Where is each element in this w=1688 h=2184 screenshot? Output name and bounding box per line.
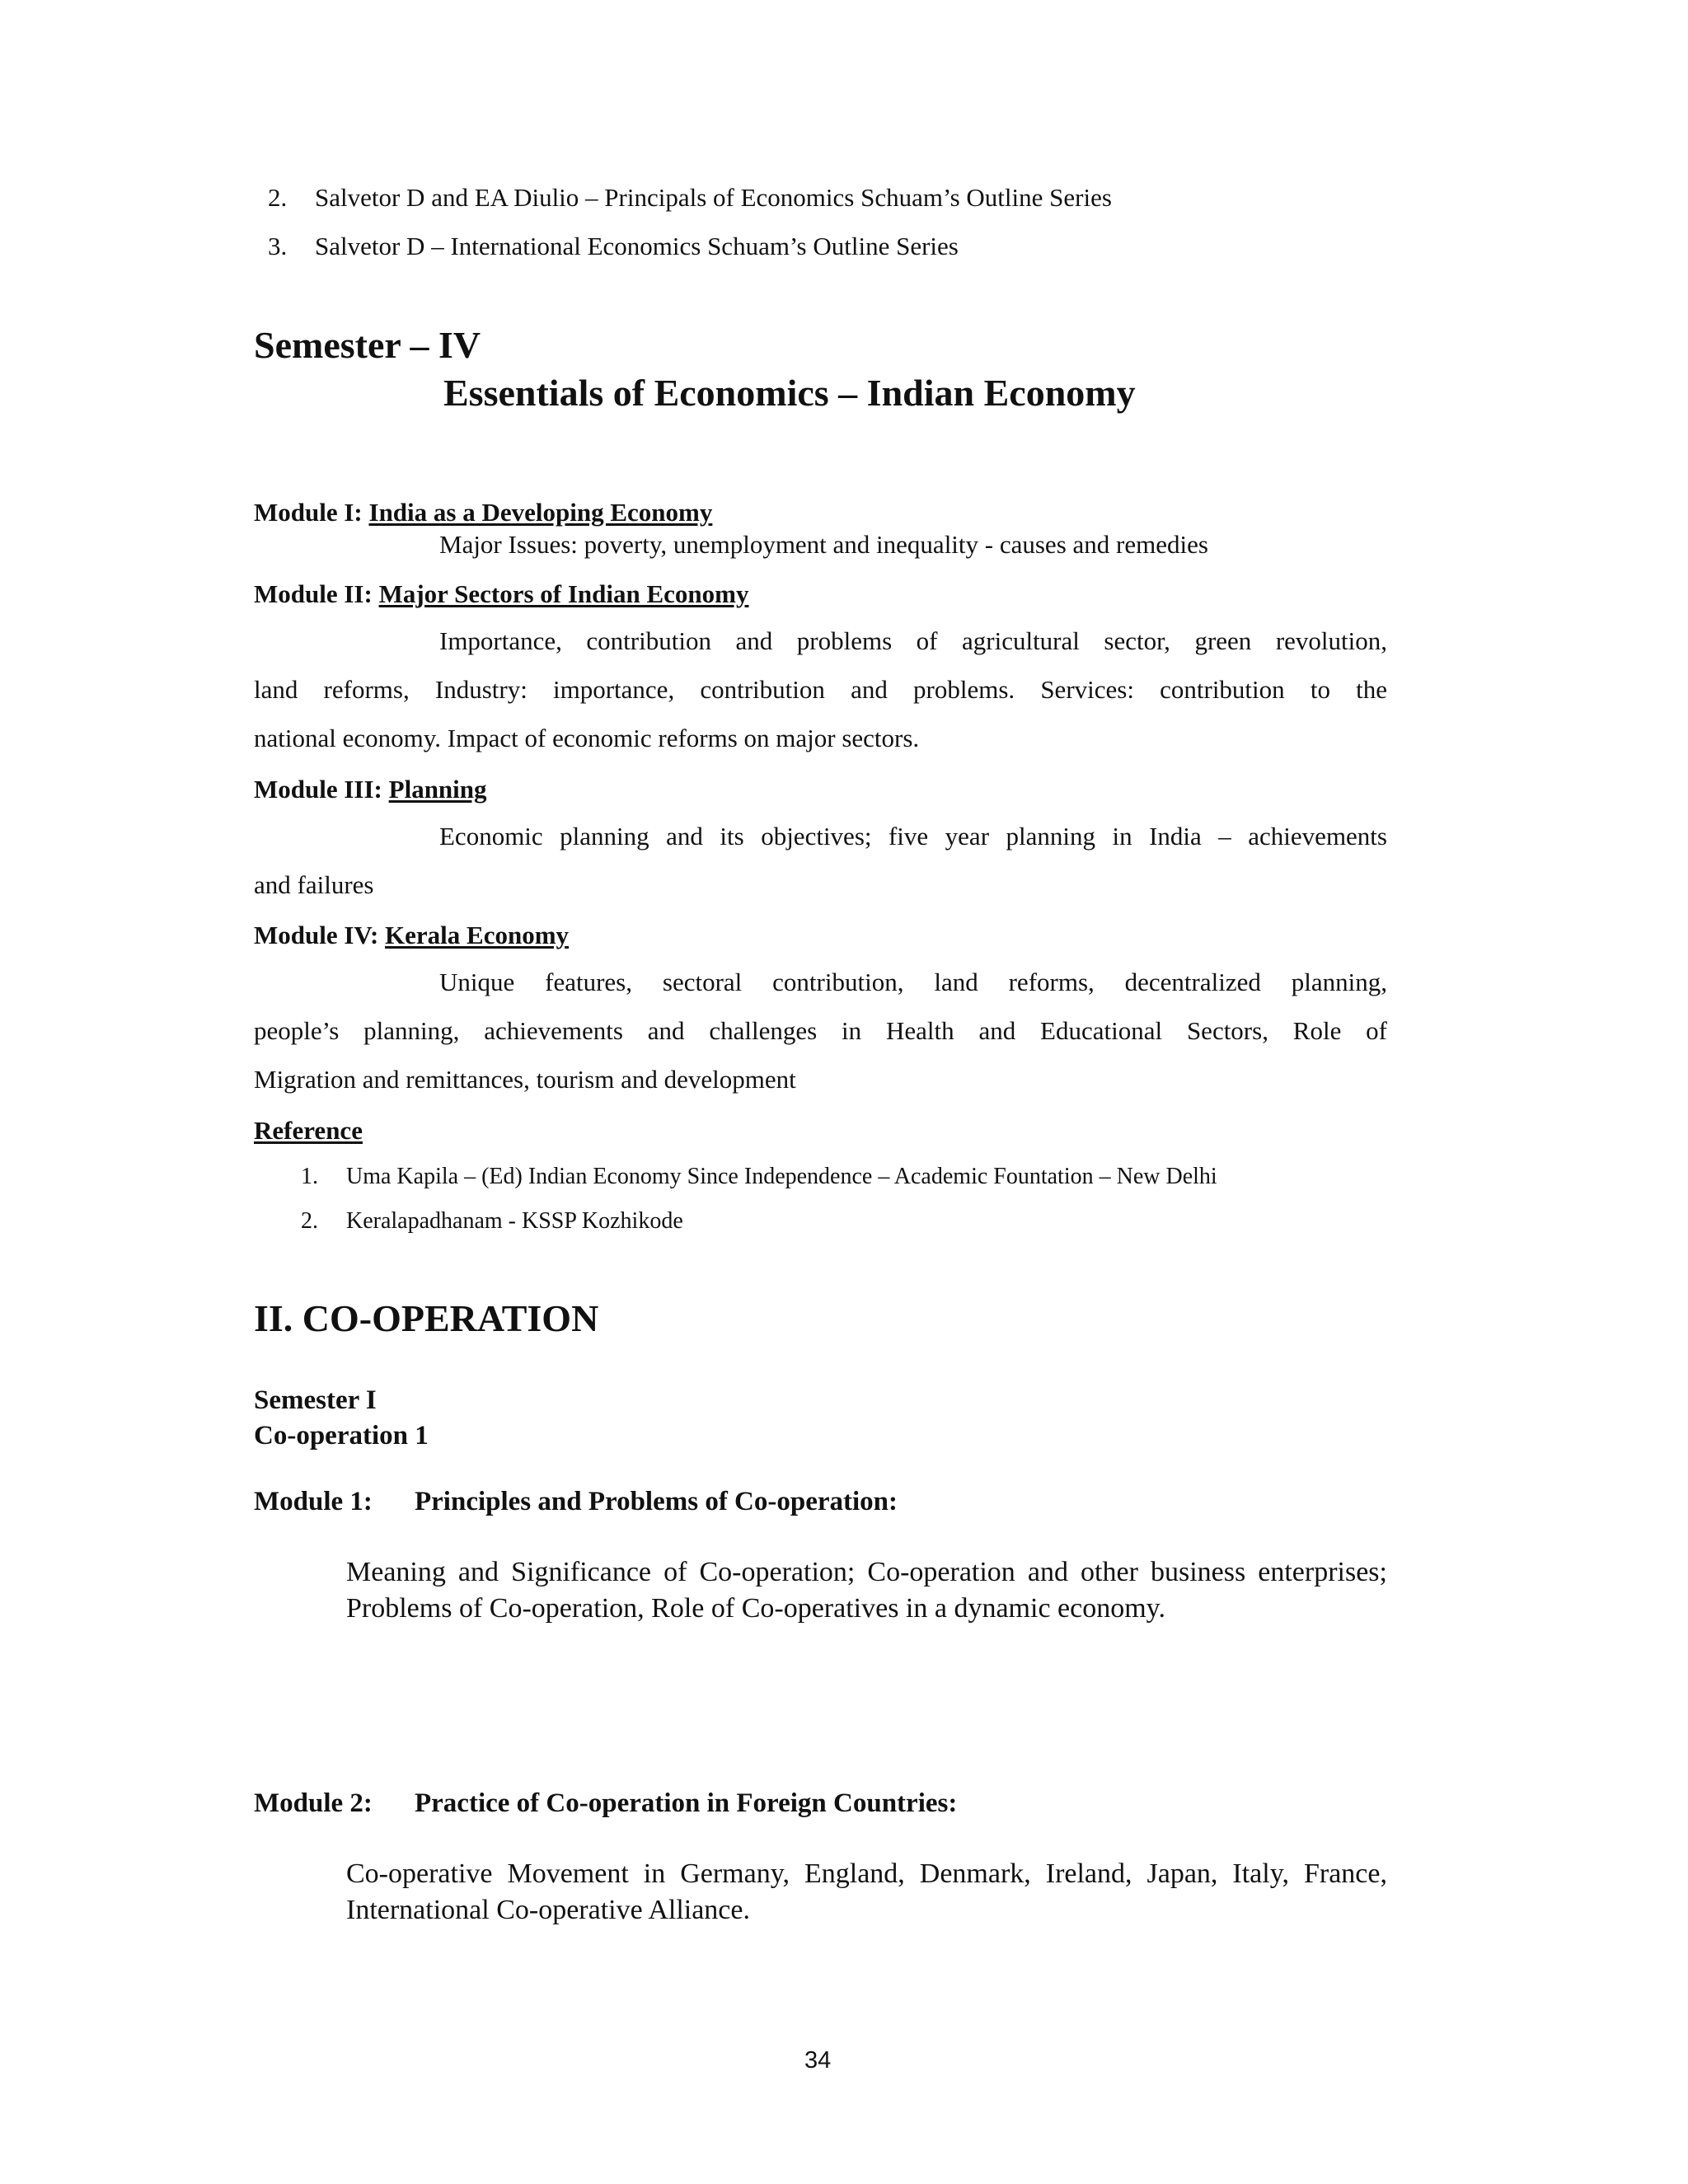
reference-item-2 [301,1208,683,1235]
module-4-title: Kerala Economy [385,921,570,949]
reference-item-2-num: 2. [301,1208,318,1234]
reference-item-2-text: Keralapadhanam - KSSP Kozhikode [346,1208,683,1234]
page-number: 34 [804,2047,832,2074]
coop-module-1-text: Meaning and Significance of Co-operation; Co-operation and other business enterprises; Problems of Co-operation, Role of Co-operatives in a dynamic economy. [346,1557,1387,1624]
module-2-label: Module II: [254,579,373,608]
module-3-label: Module III: [254,775,382,804]
coop-module-2-text: Co-operative Movement in Germany, England, Denmark, Ireland, Japan, Italy, France, International Co-operative Alliance. [346,1858,1387,1925]
module-2-line-3: national economy. Impact of economic reforms on major sectors. [254,724,920,752]
cooperation-course: Co-operation 1 [254,1421,429,1451]
module-1-heading [254,496,712,529]
top-ref-2 [268,181,1112,214]
module-2-line-2: land reforms, Industry: importance, contribution and problems. Services: contribution to the [254,675,1387,704]
module-2-heading [254,578,749,611]
module-3-title: Planning [388,775,487,804]
top-ref-3-num: 3. [268,232,288,260]
module-3-line-2: and failures [254,870,374,899]
reference-item-1-num: 1. [301,1164,318,1189]
module-1-label: Module I: [254,498,363,527]
reference-heading: Reference [254,1116,363,1145]
top-ref-2-num: 2. [268,183,288,212]
reference-item-1-text: Uma Kapila – (Ed) Indian Economy Since Independence – Academic Fountation – New Delhi [346,1164,1217,1189]
top-ref-3 [268,230,959,263]
module-2-line-1: Importance, contribution and problems of agricultural sector, green revolution, [439,626,1387,655]
cooperation-semester: Semester I [254,1385,377,1415]
semester-heading: Semester – IV [254,324,481,366]
module-4-line-1: Unique features, sectoral contribution, land reforms, decentralized planning, [439,968,1387,996]
coop-module-1-title: Principles and Problems of Co-operation: [415,1487,898,1516]
coop-module-2-heading [254,1788,958,1819]
module-1-title: India as a Developing Economy [368,498,713,527]
reference-item-1 [301,1164,1217,1190]
module-1-line-1: Major Issues: poverty, unemployment and inequality - causes and remedies [439,530,1208,559]
top-ref-2-text: Salvetor D and EA Diulio – Principals of Economics Schuam’s Outline Series [315,183,1112,212]
module-4-heading [254,919,569,952]
section-heading: II. CO-OPERATION [254,1297,599,1339]
module-4-line-2: people’s planning, achievements and challenges in Health and Educational Sectors, Role of [254,1016,1387,1045]
module-2-title: Major Sectors of Indian Economy [378,579,749,608]
coop-module-1-heading [254,1487,898,1517]
module-3-line-1: Economic planning and its objectives; five year planning in India – achievements [439,822,1387,851]
coop-module-2-title: Practice of Co-operation in Foreign Countries: [415,1788,958,1818]
module-4-line-3: Migration and remittances, tourism and development [254,1065,796,1094]
top-ref-3-text: Salvetor D – International Economics Schuam’s Outline Series [315,232,959,260]
course-title: Essentials of Economics – Indian Economy [443,372,1136,414]
module-3-heading [254,773,487,806]
coop-module-1-label: Module 1: [254,1487,373,1516]
module-4-label: Module IV: [254,921,379,949]
coop-module-2-label: Module 2: [254,1788,373,1818]
